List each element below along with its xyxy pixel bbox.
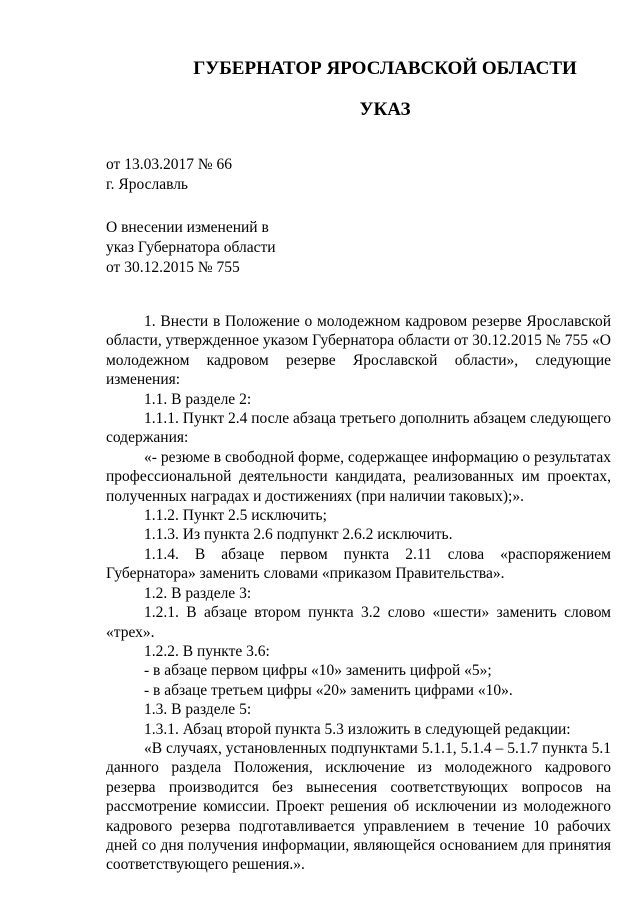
body-paragraph: 1.2.1. В абзаце втором пункта 3.2 слово «шести» заменить словом «трех». [106,604,611,641]
body-paragraph: 1.1.2. Пункт 2.5 исключить; [144,507,327,525]
body-paragraph: 1.3.1. Абзац второй пункта 5.3 изложить в следующей редакции: [144,720,571,738]
body-paragraph: 1.1.4. В абзаце первом пункта 2.11 слова «распоряжением Губернатора» заменить словами «приказом Правительства». [106,545,611,583]
body-paragraph: 1. Внести в Положение о молодежном кадровом резерве Ярославской области, утвержденное указом Губернатора области от 30.12.2015 № 755 «О молодежном кадровом резерве Ярославской области», следующие изменения: [106,313,611,389]
body-paragraph: 1.1.3. Из пункта 2.6 подпункт 2.6.2 исключить. [144,526,453,544]
body-paragraph: 1.2.2. В пункте 3.6: [144,642,270,660]
body-paragraph: 1.2. В разделе 3: [144,584,252,602]
document-city: г. Ярославль [106,176,188,193]
document-body [106,312,611,875]
body-paragraph: - в абзаце первом цифры «10» заменить цифрой «5»; [144,662,492,680]
body-paragraph: «В случаях, установленных подпунктами 5.1.1, 5.1.4 – 5.1.7 пункта 5.1 данного раздела Положения, исключение из молодежного кадрового резерва производится без вынесения соответствующих вопросов на рассмотрение комиссии. Проект решения об исключении из молодежного кадрового резерва подготавливается управлением в течение 10 рабочих дней со дня получения информации, являющейся основанием для принятия соответствующего решения.». [106,739,611,874]
document-date-number: от 13.03.2017 № 66 [106,156,232,173]
document-type-title: УКАЗ [359,99,411,120]
body-paragraph: «- резюме в свободной форме, содержащее информацию о результатах профессиональной деятельности кандидата, реализованных им проектах, полученных наградах и достижениях (при наличии таковых);». [106,448,611,505]
document-meta [106,155,232,195]
authority-title: ГУБЕРНАТОР ЯРОСЛАВСКОЙ ОБЛАСТИ [193,58,577,79]
body-paragraph: 1.1.1. Пункт 2.4 после абзаца третьего дополнить абзацем следующего содержания: [106,410,611,447]
subject-line: О внесении изменений в [106,219,269,236]
body-paragraph: 1.1. В разделе 2: [144,390,252,408]
document-subject [106,218,276,278]
subject-line: указ Губернатора области [106,239,276,256]
body-paragraph: - в абзаце третьем цифры «20» заменить цифрами «10». [144,681,513,699]
subject-line: от 30.12.2015 № 755 [106,259,240,276]
body-paragraph: 1.3. В разделе 5: [144,701,252,719]
